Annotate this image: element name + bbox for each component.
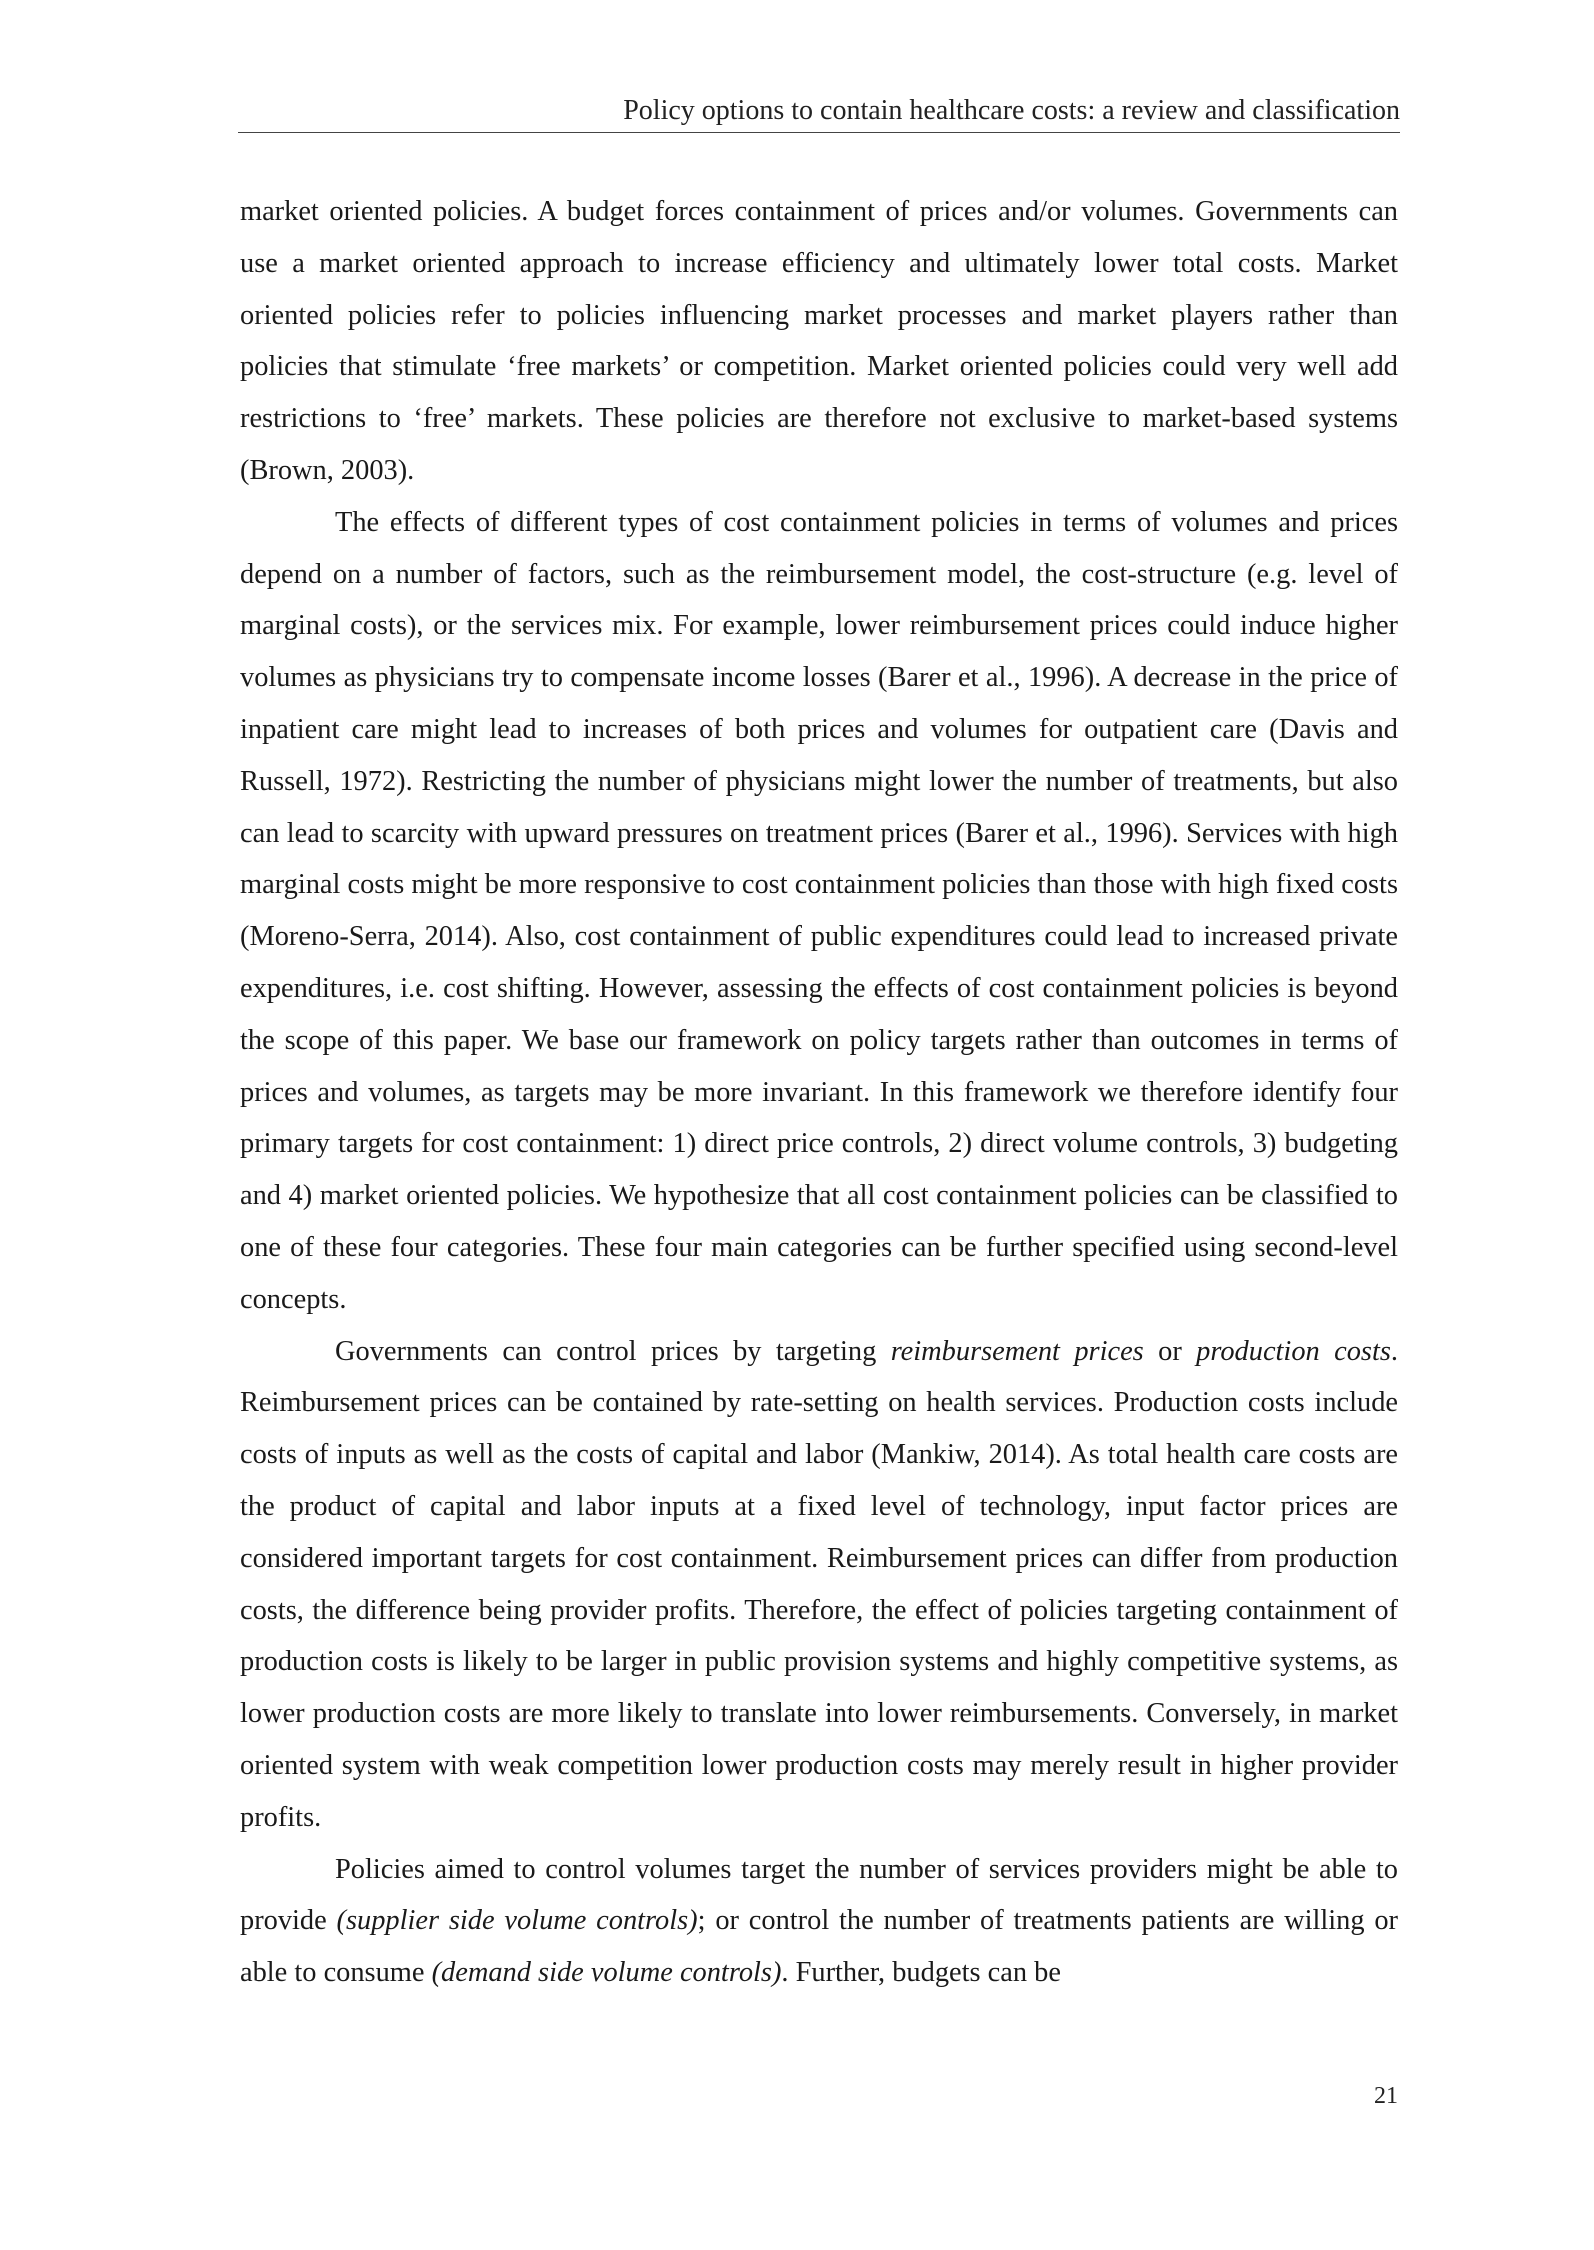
paragraph-text: . Further, budgets can be <box>781 1957 1061 1989</box>
paragraph-text: Policies aimed to control volumes target the number of services providers might be able to provide <box>240 1853 1398 1937</box>
paragraph-text: ; or control the number of treatments patients are willing or able to consume <box>240 1905 1398 1989</box>
emphasis-text: reimbursement prices <box>890 1335 1144 1367</box>
paragraph-text: or <box>1143 1335 1197 1367</box>
paragraph <box>240 1326 1398 1844</box>
paragraph-text: Governments can control prices by targeting <box>335 1335 891 1367</box>
running-header <box>238 92 1400 133</box>
paragraph: market oriented policies. A budget forces containment of prices and/or volumes. Governments can use a market oriented approach to increase efficiency and ultimately lower total costs. Market oriented policies refer to policies influencing market processes and market players rather than policies that stimulate ‘free markets’ or competition. Market oriented policies could very well add restrictions to ‘free’ markets. These policies are therefore not exclusive to market-based systems (Brown, 2003). <box>240 196 1398 486</box>
running-header-title: Policy options to contain healthcare costs: a review and classification <box>623 95 1400 126</box>
page-number: 21 <box>1374 2083 1398 2109</box>
emphasis-text: production costs <box>1196 1335 1391 1367</box>
paragraph: The effects of different types of cost containment policies in terms of volumes and prices depend on a number of factors, such as the reimbursement model, the cost-structure (e.g. level of marginal costs), or the services mix. For example, lower reimbursement prices could induce higher volumes as physicians try to compensate income losses (Barer et al., 1996). A decrease in the price of inpatient care might lead to increases of both prices and volumes for outpatient care (Davis and Russell, 1972). Restricting the number of physicians might lower the number of treatments, but also can lead to scarcity with upward pressures on treatment prices (Barer et al., 1996). Services with high marginal costs might be more responsive to cost containment policies than those with high fixed costs (Moreno-Serra, 2014). Also, cost containment of public expenditures could lead to increased private expenditures, i.e. cost shifting. However, assessing the effects of cost containment policies is beyond the scope of this paper. We base our framework on policy targets rather than outcomes in terms of prices and volumes, as targets may be more invariant. In this framework we therefore identify four primary targets for cost containment: 1) direct price controls, 2) direct volume controls, 3) budgeting and 4) market oriented policies. We hypothesize that all cost containment policies can be classified to one of these four categories. These four main categories can be further specified using second-level concepts. <box>240 506 1398 1315</box>
emphasis-text: (supplier side volume controls) <box>336 1905 698 1937</box>
body-text <box>240 186 1398 1999</box>
paragraph <box>240 1844 1398 1999</box>
emphasis-text: (demand side volume controls) <box>431 1957 782 1989</box>
paragraph-text: . Reimbursement prices can be contained by rate-setting on health services. Production costs include costs of inputs as well as the costs of capital and labor (Mankiw, 2014). As total health care costs are the product of capital and labor inputs at a fixed level of technology, input factor prices are considered important targets for cost containment. Reimbursement prices can differ from production costs, the difference being provider profits. Therefore, the effect of policies targeting containment of production costs is likely to be larger in public provision systems and highly competitive systems, as lower production costs are more likely to translate into lower reimbursements. Conversely, in market oriented system with weak competition lower production costs may merely result in higher provider profits. <box>240 1335 1398 1833</box>
